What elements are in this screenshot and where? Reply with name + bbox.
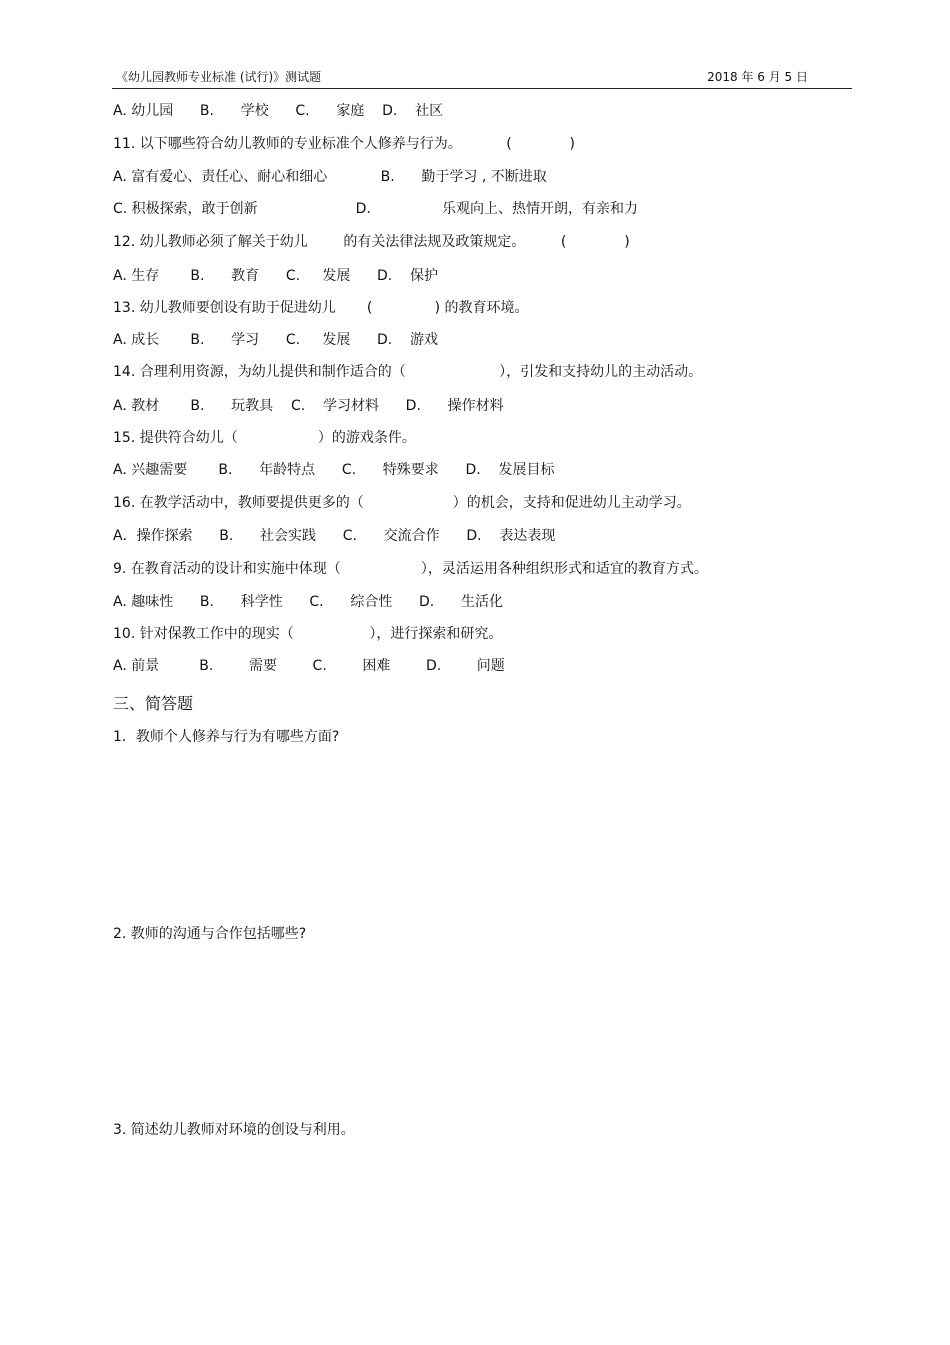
- options-line: A. 富有爱心、责任心、耐心和细心 B. 勤于学习 , 不断进取: [113, 169, 547, 185]
- options-line: A. 幼儿园 B. 学校 C. 家庭 D. 社区: [113, 103, 444, 119]
- options-line: A. 前景 B. 需要 C. 困难 D. 问题: [113, 658, 505, 674]
- short-answer-question: 1．教师个人修养与行为有哪些方面?: [113, 729, 340, 745]
- page-header: [112, 66, 852, 89]
- question-line: 11. 以下哪些符合幼儿教师的专业标准个人修养与行为。 ( ): [113, 136, 575, 152]
- options-line: A. 趣味性 B. 科学性 C. 综合性 D. 生活化: [113, 594, 503, 610]
- section-title: 三、简答题: [113, 694, 194, 713]
- question-line: 14. 合理利用资源，为幼儿提供和制作适合的（ ），引发和支持幼儿的主动活动。: [113, 364, 703, 380]
- question-line: 15. 提供符合幼儿（ ）的游戏条件。: [113, 430, 416, 446]
- options-line: C. 积极探索，敢于创新 D. 乐观向上、热情开朗，有亲和力: [113, 201, 639, 217]
- question-line: 10. 针对保教工作中的现实（ ），进行探索和研究。: [113, 626, 503, 642]
- header-date: 2018 年 6 月 5 日: [707, 70, 808, 84]
- question-line: 9. 在教育活动的设计和实施中体现（ ），灵活运用各种组织形式和适宜的教育方式。: [113, 561, 708, 577]
- short-answer-question: 3. 简述幼儿教师对环境的创设与利用。: [113, 1122, 355, 1138]
- question-line: 16. 在教学活动中，教师要提供更多的（ ）的机会，支持和促进幼儿主动学习。: [113, 495, 691, 511]
- question-line: 12. 幼儿教师必须了解关于幼儿 的有关法律法规及政策规定。 ( ): [113, 234, 630, 250]
- header-title: 《幼儿园教师专业标准 (试行)》测试题: [116, 70, 322, 84]
- short-answer-question: 2. 教师的沟通与合作包括哪些?: [113, 926, 307, 942]
- options-line: A. 成长 B. 学习 C. 发展 D. 游戏: [113, 332, 439, 348]
- options-line: A. 生存 B. 教育 C. 发展 D. 保护: [113, 268, 439, 284]
- question-line: 13. 幼儿教师要创设有助于促进幼儿 ( ) 的教育环境。: [113, 300, 529, 316]
- options-line: A．操作探索 B. 社会实践 C. 交流合作 D. 表达表现: [113, 528, 556, 544]
- options-line: A. 兴趣需要 B. 年龄特点 C. 特殊要求 D. 发展目标: [113, 462, 555, 478]
- options-line: A. 教材 B. 玩教具 C. 学习材料 D. 操作材料: [113, 398, 504, 414]
